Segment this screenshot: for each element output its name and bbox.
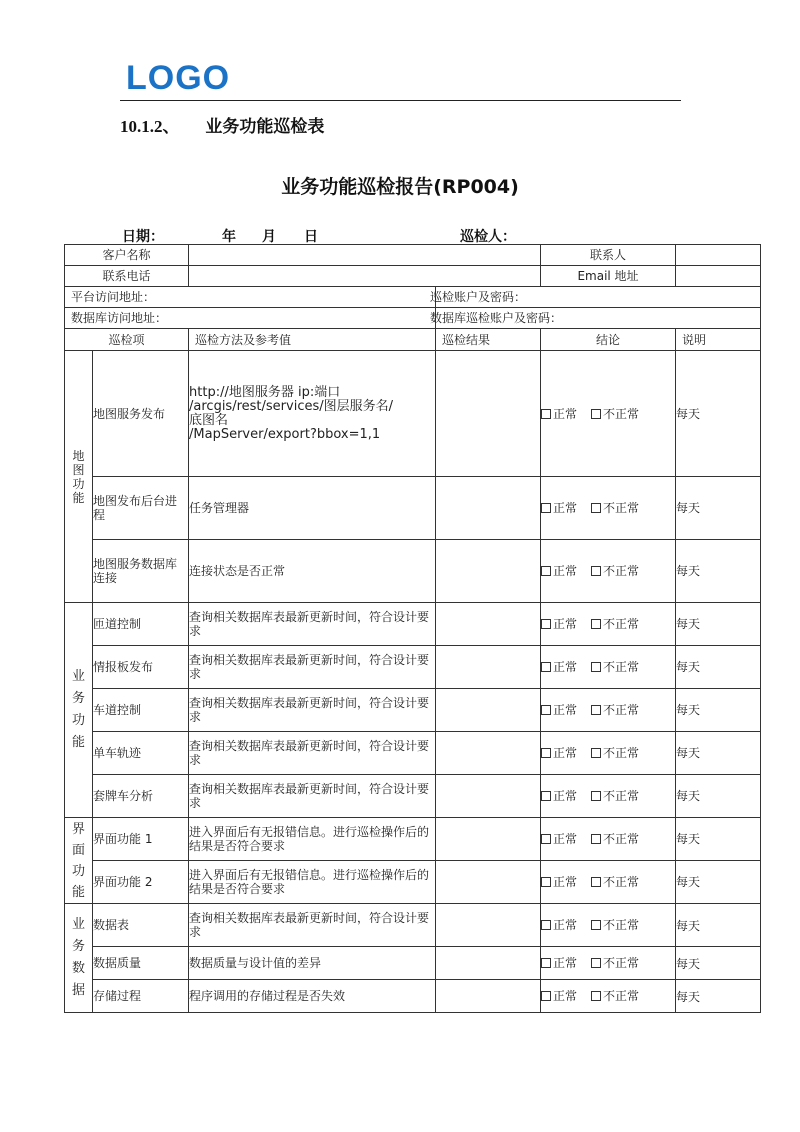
row-item: 套牌车分析 xyxy=(93,775,189,818)
row-method: http://地图服务器 ip:端口 /arcgis/rest/services/图层服务名/ 底图名 /MapServer/export?bbox=1,1 xyxy=(189,351,436,477)
group-biz: 业务功能 xyxy=(65,603,93,818)
row-conclusion: 正常 不正常 xyxy=(541,904,676,947)
abnormal-checkbox[interactable] xyxy=(591,958,601,968)
col-header-result: 巡检结果 xyxy=(436,329,541,351)
normal-checkbox[interactable] xyxy=(541,409,551,419)
row-method: 程序调用的存储过程是否失效 xyxy=(189,980,436,1013)
row-conclusion: 正常 不正常 xyxy=(541,947,676,980)
row-method: 查询相关数据库表最新更新时间，符合设计要求 xyxy=(189,732,436,775)
row-note: 每天 xyxy=(676,351,761,477)
section-number: 10.1.2、 xyxy=(120,117,180,136)
header-divider xyxy=(120,100,681,101)
db-account-label: 数据库巡检账户及密码： xyxy=(430,311,563,325)
row-result[interactable] xyxy=(436,861,541,904)
report-title: 业务功能巡检报告(RP004) xyxy=(281,176,519,198)
row-method: 进入界面后有无报错信息。进行巡检操作后的结果是否符合要求 xyxy=(189,861,436,904)
row-item: 存储过程 xyxy=(93,980,189,1013)
contact-value[interactable] xyxy=(676,245,761,266)
group-ui: 界面功能 xyxy=(65,818,93,904)
month-label: 月 xyxy=(262,229,276,245)
row-method: 进入界面后有无报错信息。进行巡检操作后的结果是否符合要求 xyxy=(189,818,436,861)
row-note: 每天 xyxy=(676,818,761,861)
row-conclusion: 正常 不正常 xyxy=(541,980,676,1013)
normal-checkbox[interactable] xyxy=(541,991,551,1001)
normal-checkbox[interactable] xyxy=(541,662,551,672)
table-row xyxy=(65,689,761,732)
abnormal-checkbox[interactable] xyxy=(591,791,601,801)
row-item: 地图服务数据库连接 xyxy=(93,540,189,603)
table-row xyxy=(65,818,761,861)
row-note: 每天 xyxy=(676,861,761,904)
customer-name-label: 客户名称 xyxy=(65,245,189,266)
table-row xyxy=(65,646,761,689)
row-result[interactable] xyxy=(436,351,541,477)
row-conclusion: 正常 不正常 xyxy=(541,818,676,861)
table-row xyxy=(65,947,761,980)
group-map: 地图功能 xyxy=(65,351,93,603)
table-row xyxy=(65,540,761,603)
row-result[interactable] xyxy=(436,732,541,775)
normal-checkbox[interactable] xyxy=(541,791,551,801)
row-item: 界面功能 2 xyxy=(93,861,189,904)
table-row xyxy=(65,351,761,477)
phone-value[interactable] xyxy=(189,266,541,287)
row-conclusion: 正常 不正常 xyxy=(541,540,676,603)
table-row xyxy=(65,980,761,1013)
row-item: 车道控制 xyxy=(93,689,189,732)
abnormal-checkbox[interactable] xyxy=(591,877,601,887)
row-result[interactable] xyxy=(436,477,541,540)
normal-checkbox[interactable] xyxy=(541,920,551,930)
abnormal-checkbox[interactable] xyxy=(591,991,601,1001)
contact-label: 联系人 xyxy=(541,245,676,266)
row-item: 地图发布后台进程 xyxy=(93,477,189,540)
year-label: 年 xyxy=(222,229,236,245)
account-cell xyxy=(430,287,761,308)
abnormal-checkbox[interactable] xyxy=(591,834,601,844)
row-item: 数据表 xyxy=(93,904,189,947)
table-row xyxy=(65,477,761,540)
row-result[interactable] xyxy=(436,904,541,947)
col-header-conclusion: 结论 xyxy=(541,329,676,351)
normal-checkbox[interactable] xyxy=(541,748,551,758)
row-note: 每天 xyxy=(676,603,761,646)
normal-checkbox[interactable] xyxy=(541,503,551,513)
row-method: 查询相关数据库表最新更新时间，符合设计要求 xyxy=(189,689,436,732)
section-heading xyxy=(120,112,324,137)
table-row xyxy=(65,904,761,947)
table-row xyxy=(65,775,761,818)
abnormal-checkbox[interactable] xyxy=(591,920,601,930)
row-result[interactable] xyxy=(436,980,541,1013)
account-label: 巡检账户及密码： xyxy=(430,290,527,304)
email-value[interactable] xyxy=(676,266,761,287)
row-note: 每天 xyxy=(676,904,761,947)
row-result[interactable] xyxy=(436,947,541,980)
row-note: 每天 xyxy=(676,689,761,732)
abnormal-checkbox[interactable] xyxy=(591,705,601,715)
row-note: 每天 xyxy=(676,947,761,980)
row-item: 匝道控制 xyxy=(93,603,189,646)
row-item: 数据质量 xyxy=(93,947,189,980)
table-row xyxy=(65,732,761,775)
normal-checkbox[interactable] xyxy=(541,705,551,715)
row-item: 情报板发布 xyxy=(93,646,189,689)
row-conclusion: 正常 不正常 xyxy=(541,477,676,540)
row-conclusion: 正常 不正常 xyxy=(541,689,676,732)
row-item: 地图服务发布 xyxy=(93,351,189,477)
row-conclusion: 正常 不正常 xyxy=(541,775,676,818)
row-conclusion: 正常 不正常 xyxy=(541,351,676,477)
row-method: 数据质量与设计值的差异 xyxy=(189,947,436,980)
abnormal-checkbox[interactable] xyxy=(591,503,601,513)
platform-url-label: 平台访问地址： xyxy=(65,287,436,308)
row-conclusion: 正常 不正常 xyxy=(541,603,676,646)
row-item: 单车轨迹 xyxy=(93,732,189,775)
group-data: 业务数据 xyxy=(65,904,93,1013)
row-note: 每天 xyxy=(676,540,761,603)
normal-checkbox[interactable] xyxy=(541,619,551,629)
row-method: 查询相关数据库表最新更新时间，符合设计要求 xyxy=(189,904,436,947)
row-note: 每天 xyxy=(676,775,761,818)
row-conclusion: 正常 不正常 xyxy=(541,732,676,775)
row-conclusion: 正常 不正常 xyxy=(541,861,676,904)
row-note: 每天 xyxy=(676,732,761,775)
normal-checkbox[interactable] xyxy=(541,834,551,844)
inspection-table xyxy=(64,244,761,1013)
col-header-note: 说明 xyxy=(676,329,761,351)
logo: LOGO xyxy=(126,59,231,97)
col-header-item: 巡检项 xyxy=(65,329,189,351)
row-result[interactable] xyxy=(436,689,541,732)
abnormal-checkbox[interactable] xyxy=(591,619,601,629)
normal-checkbox[interactable] xyxy=(541,566,551,576)
row-method: 查询相关数据库表最新更新时间，符合设计要求 xyxy=(189,603,436,646)
col-header-method: 巡检方法及参考值 xyxy=(189,329,436,351)
table-row xyxy=(65,603,761,646)
phone-label: 联系电话 xyxy=(65,266,189,287)
row-note: 每天 xyxy=(676,477,761,540)
inspector-label: 巡检人： xyxy=(460,229,516,245)
row-note: 每天 xyxy=(676,980,761,1013)
row-result[interactable] xyxy=(436,540,541,603)
date-label: 日期： xyxy=(122,229,164,245)
customer-name-value[interactable] xyxy=(189,245,541,266)
row-result[interactable] xyxy=(436,603,541,646)
row-conclusion: 正常 不正常 xyxy=(541,646,676,689)
row-method: 连接状态是否正常 xyxy=(189,540,436,603)
section-title: 业务功能巡检表 xyxy=(205,117,325,137)
abnormal-checkbox[interactable] xyxy=(591,566,601,576)
normal-checkbox[interactable] xyxy=(541,958,551,968)
normal-checkbox[interactable] xyxy=(541,877,551,887)
table-row xyxy=(65,861,761,904)
abnormal-checkbox[interactable] xyxy=(591,662,601,672)
abnormal-checkbox[interactable] xyxy=(591,409,601,419)
row-note: 每天 xyxy=(676,646,761,689)
row-item: 界面功能 1 xyxy=(93,818,189,861)
day-label: 日 xyxy=(304,229,318,245)
row-method: 查询相关数据库表最新更新时间，符合设计要求 xyxy=(189,646,436,689)
row-result[interactable] xyxy=(436,775,541,818)
email-label: Email 地址 xyxy=(541,266,676,287)
db-account-cell xyxy=(430,308,761,329)
row-method: 任务管理器 xyxy=(189,477,436,540)
row-method: 查询相关数据库表最新更新时间，符合设计要求 xyxy=(189,775,436,818)
row-result[interactable] xyxy=(436,818,541,861)
db-url-label: 数据库访问地址： xyxy=(65,308,436,329)
abnormal-checkbox[interactable] xyxy=(591,748,601,758)
row-result[interactable] xyxy=(436,646,541,689)
